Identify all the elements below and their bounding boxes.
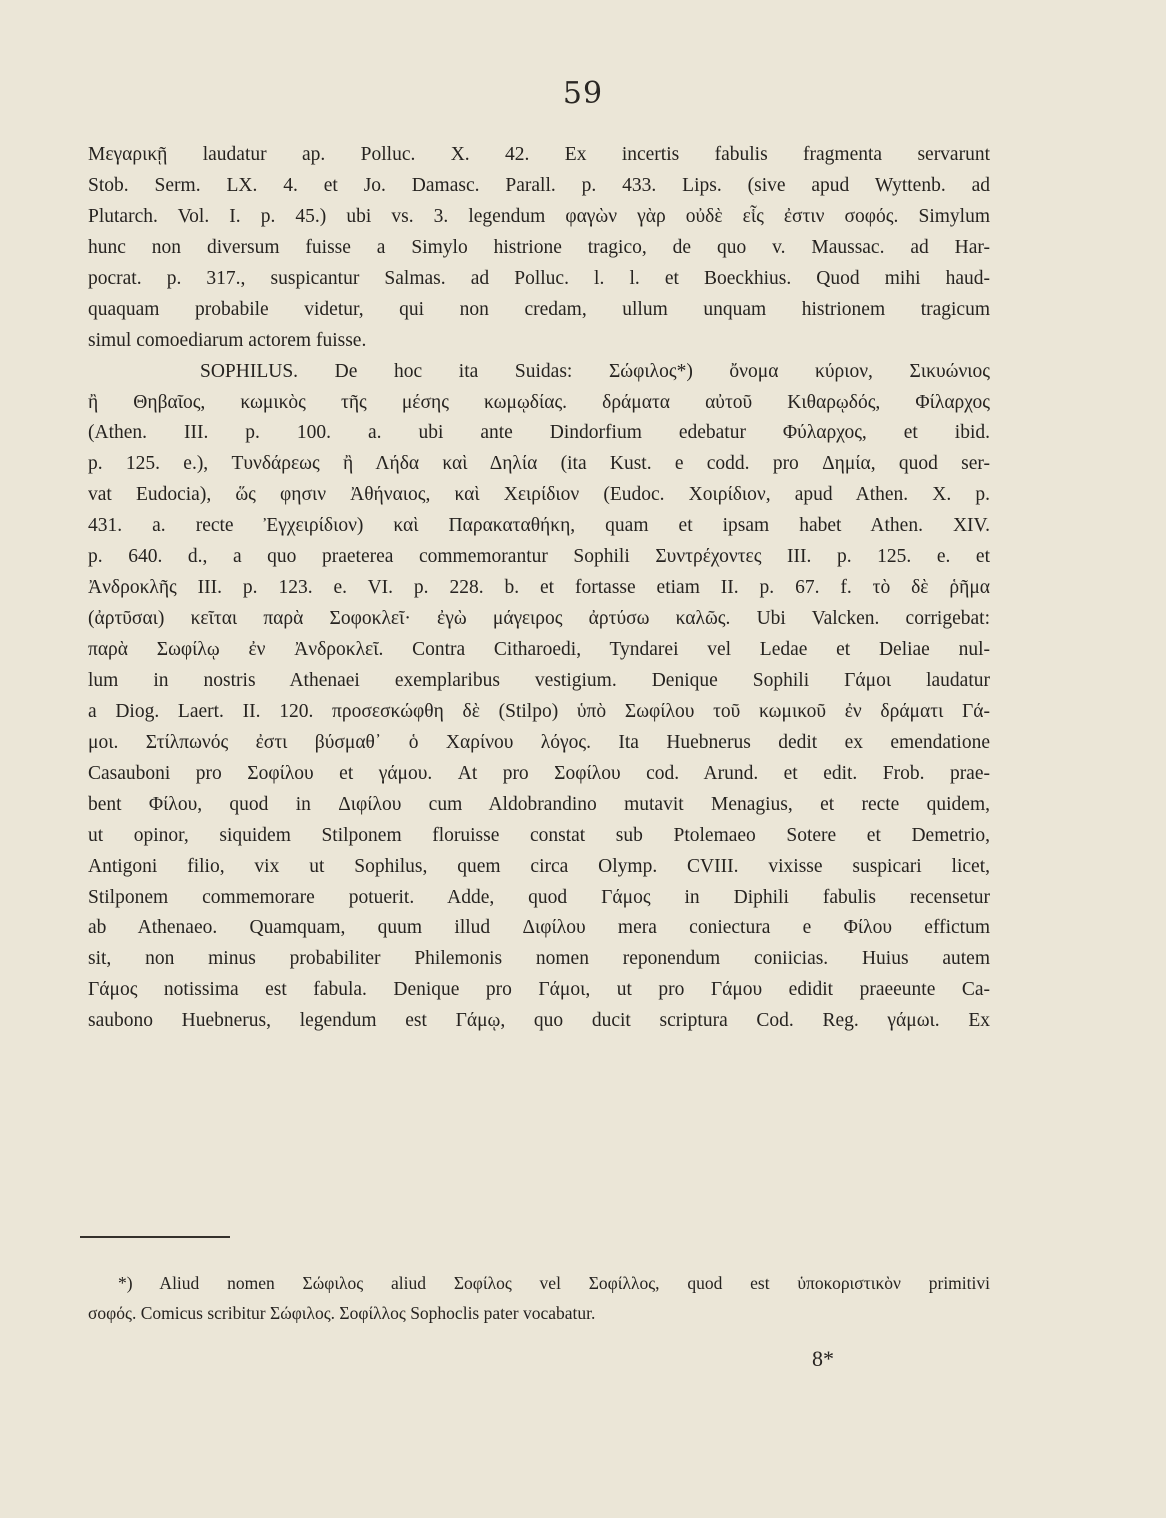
text-line: a Diog. Laert. II. 120. προσεσκώφθη δὲ (Stilpo) ὑπὸ Σωφίλου τοῦ κωμικοῦ ἐν δράματι Γά- [88, 700, 990, 722]
section-heading-line: SOPHILUS. De hoc ita Suidas: Σώφιλος*) ὄνομα κύριον, Σικυώνιος [200, 360, 990, 382]
text-line: ἢ Θηβαῖος, κωμικὸς τῆς μέσης κωμῳδίας. δράματα αὐτοῦ Κιθαρῳδός, Φίλαρχος [88, 391, 990, 413]
footnote [88, 1268, 990, 1328]
text-line: p. 125. e.), Τυνδάρεως ἢ Λήδα καὶ Δηλία (ita Kust. e codd. pro Δημία, quod ser- [88, 453, 990, 475]
text-line: 431. a. recte Ἐγχειρίδιον) καὶ Παρακαταθήκη, quam et ipsam habet Athen. XIV. [88, 515, 990, 537]
text-line: ut opinor, siquidem Stilponem floruisse constat sub Ptolemaeo Sotere et Demetrio, [88, 824, 990, 846]
text-line: pocrat. p. 317., suspicantur Salmas. ad Polluc. l. l. et Boeckhius. Quod mihi haud- [88, 267, 990, 289]
text-line: Antigoni filio, vix ut Sophilus, quem circa Olymp. CVIII. vixisse suspicari licet, [88, 855, 990, 877]
text-line: παρὰ Σωφίλῳ ἐν Ἀνδροκλεῖ. Contra Citharoedi, Tyndarei vel Ledae et Deliae nul- [88, 639, 990, 660]
text-line: hunc non diversum fuisse a Simylo histrione tragico, de quo v. Maussac. ad Har- [88, 236, 990, 258]
text-line: (Athen. III. p. 100. a. ubi ante Dindorfium edebatur Φύλαρχος, et ibid. [88, 422, 990, 444]
text-line: ab Athenaeo. Quamquam, quum illud Διφίλου mera coniectura e Φίλου effictum [88, 917, 990, 939]
signature-mark: 8* [812, 1346, 834, 1371]
page-number: 59 [562, 76, 604, 111]
text-line: Γάμος notissima est fabula. Denique pro Γάμοι, ut pro Γάμου edidit praeeunte Ca- [88, 979, 990, 1001]
text-line: Stob. Serm. LX. 4. et Jo. Damasc. Parall. p. 433. Lips. (sive apud Wyttenb. ad [88, 174, 990, 196]
text-line: Ἀνδροκλῆς III. p. 123. e. VI. p. 228. b. et fortasse etiam II. p. 67. f. τὸ δὲ ῥῆμα [88, 577, 990, 599]
text-line: lum in nostris Athenaei exemplaribus vestigium. Denique Sophili Γάμοι laudatur [88, 669, 990, 691]
text-line: saubono Huebnerus, legendum est Γάμῳ, quo ducit scriptura Cod. Reg. γάμωι. Ex [88, 1010, 990, 1032]
main-text [88, 140, 990, 1037]
text-line: bent Φίλου, quod in Διφίλου cum Aldobrandino mutavit Menagius, et recte quidem, [88, 793, 990, 815]
text-line: Casauboni pro Σοφίλου et γάμου. At pro Σοφίλου cod. Arund. et edit. Frob. prae- [88, 762, 990, 784]
text-line: Plutarch. Vol. I. p. 45.) ubi vs. 3. legendum φαγὼν γὰρ οὐδὲ εἷς ἐστιν σοφός. Simylum [88, 205, 990, 227]
text-line: Μεγαρικῇ laudatur ap. Polluc. X. 42. Ex incertis fabulis fragmenta servarunt [88, 144, 990, 165]
text-line: vat Eudocia), ὥς φησιν Ἀθήναιος, καὶ Χειρίδιον (Eudoc. Χοιρίδιον, apud Athen. X. p. [88, 484, 990, 506]
text-line: sit, non minus probabiliter Philemonis nomen reponendum coniicias. Huius autem [88, 948, 990, 970]
text-line: quaquam probabile videtur, qui non credam, ullum unquam histrionem tragicum [88, 298, 990, 320]
footnote-line: σοφός. Comicus scribitur Σώφιλος. Σοφίλλος Sophoclis pater vocabatur. [88, 1303, 596, 1323]
text-line: p. 640. d., a quo praeterea commemorantur Sophili Συντρέχοντες III. p. 125. e. et [88, 546, 990, 568]
text-line: (ἀρτῦσαι) κεῖται παρὰ Σοφοκλεῖ· ἐγὼ μάγειρος ἀρτύσω καλῶς. Ubi Valcken. corrigebat: [88, 608, 990, 630]
text-line: simul comoediarum actorem fuisse. [88, 329, 367, 351]
footnote-line: *) Aliud nomen Σώφιλος aliud Σοφίλος vel Σοφίλλος, quod est ὑποκοριστικὸν primitivi [118, 1273, 990, 1293]
text-line: μοι. Στίλπωνός ἐστι βύσμαθ᾽ ὁ Χαρίνου λόγος. Ita Huebnerus dedit ex emendatione [88, 731, 990, 753]
footnote-rule [80, 1236, 230, 1238]
text-line: Stilponem commemorare potuerit. Adde, quod Γάμος in Diphili fabulis recensetur [88, 886, 990, 908]
